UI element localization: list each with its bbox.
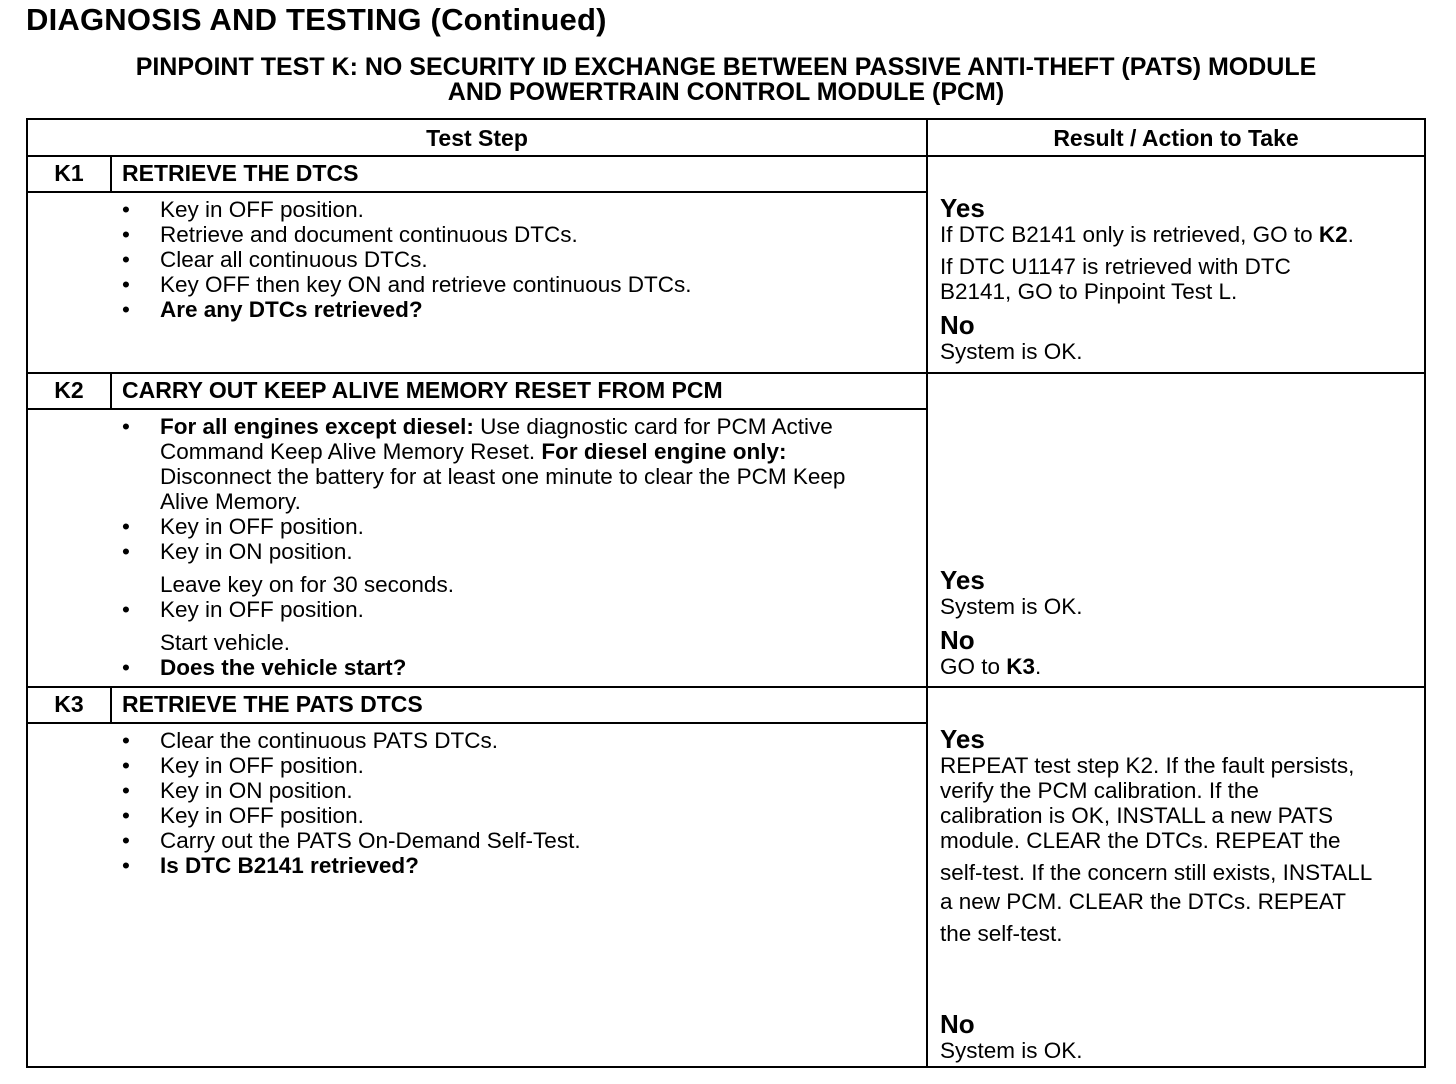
- column-divider: [926, 120, 928, 1066]
- k3-no-result: [940, 1010, 1420, 1063]
- k2-step-title: CARRY OUT KEEP ALIVE MEMORY RESET FROM PCM: [122, 377, 723, 403]
- k1-step: • Key in OFF position.: [122, 197, 364, 222]
- k1-id-divider: [110, 157, 112, 192]
- k2-step: • Key in ON position.: [122, 539, 353, 564]
- k2-title-divider: [28, 408, 926, 410]
- k1-yes-action-1: If DTC B2141 only is retrieved, GO to K2.: [940, 222, 1354, 247]
- k3-yes-action-line: calibration is OK, INSTALL a new PATS: [940, 803, 1334, 828]
- page-title: DIAGNOSIS AND TESTING (Continued): [26, 2, 607, 37]
- header-result-action: Result / Action to Take: [1053, 125, 1299, 151]
- k1-result: [940, 194, 1420, 364]
- k2-step: • For all engines except diesel: Use diagnostic card for PCM Active Command Keep Alive Memory Reset. For diesel engine only: Disconnect the battery for at least one minute to clear the PCM Keep Alive Memory.: [122, 414, 846, 514]
- pinpoint-test-title: [26, 55, 1426, 105]
- k3-step-question: • Is DTC B2141 retrieved?: [122, 853, 419, 878]
- k1-no-label: No: [940, 310, 975, 340]
- k2-step: • Key in OFF position.: [122, 514, 364, 539]
- k2-step-question: • Does the vehicle start?: [122, 655, 407, 680]
- k1-step-id: K1: [54, 160, 84, 186]
- k2-bottom-divider: [28, 686, 1424, 688]
- k3-step: • Key in OFF position.: [122, 803, 364, 828]
- k2-id-divider: [110, 374, 112, 409]
- k3-step: • Carry out the PATS On-Demand Self-Test.: [122, 828, 581, 853]
- test-title-line-2: AND POWERTRAIN CONTROL MODULE (PCM): [447, 78, 1005, 106]
- test-title-line-1: PINPOINT TEST K: NO SECURITY ID EXCHANGE BETWEEN PASSIVE ANTI-THEFT (PATS) MODULE: [135, 53, 1317, 81]
- k2-result: [940, 566, 1420, 679]
- k1-no-action: System is OK.: [940, 339, 1083, 364]
- k2-yes-action: System is OK.: [940, 594, 1083, 619]
- k3-yes-action-line: self-test. If the concern still exists, INSTALL: [940, 860, 1373, 885]
- k3-step: • Key in ON position.: [122, 778, 353, 803]
- k3-no-action: System is OK.: [940, 1038, 1083, 1063]
- k2-step-list: [122, 414, 902, 680]
- k2-step-id: K2: [54, 377, 84, 403]
- pinpoint-test-table: [26, 118, 1426, 1068]
- k1-step: • Clear all continuous DTCs.: [122, 247, 428, 272]
- k3-yes-label: Yes: [940, 724, 985, 754]
- k3-step-list: [122, 728, 902, 878]
- k1-step: • Key OFF then key ON and retrieve continuous DTCs.: [122, 272, 692, 297]
- k1-step-list: [122, 197, 902, 322]
- k3-step-id: K3: [54, 691, 84, 717]
- k1-yes-label: Yes: [940, 193, 985, 223]
- k3-id-divider: [110, 688, 112, 723]
- k3-step-title: RETRIEVE THE PATS DTCS: [122, 691, 423, 717]
- k1-yes-action-3: B2141, GO to Pinpoint Test L.: [940, 279, 1238, 304]
- k1-step: • Retrieve and document continuous DTCs.: [122, 222, 578, 247]
- k2-yes-label: Yes: [940, 565, 985, 595]
- k3-result: [940, 725, 1420, 946]
- k2-step-note: Start vehicle.: [160, 630, 291, 655]
- k3-yes-action-line: the self-test.: [940, 921, 1063, 946]
- k3-step: • Clear the continuous PATS DTCs.: [122, 728, 499, 753]
- k3-yes-action-line: a new PCM. CLEAR the DTCs. REPEAT: [940, 889, 1346, 914]
- k1-yes-action-2: If DTC U1147 is retrieved with DTC: [940, 254, 1291, 279]
- k3-title-divider: [28, 722, 926, 724]
- k3-no-label: No: [940, 1009, 975, 1039]
- k2-step-note: Leave key on for 30 seconds.: [160, 572, 454, 597]
- k3-step: • Key in OFF position.: [122, 753, 364, 778]
- k2-step: • Key in OFF position.: [122, 597, 364, 622]
- k3-yes-action-line: verify the PCM calibration. If the: [940, 778, 1259, 803]
- k1-bottom-divider: [28, 372, 1424, 374]
- k2-no-label: No: [940, 625, 975, 655]
- k1-step-title: RETRIEVE THE DTCS: [122, 160, 359, 186]
- header-test-step: Test Step: [426, 125, 528, 151]
- k1-step-question: • Are any DTCs retrieved?: [122, 297, 423, 322]
- k3-yes-action-line: REPEAT test step K2. If the fault persists,: [940, 753, 1355, 778]
- k1-title-divider: [28, 191, 926, 193]
- k2-no-action: GO to K3.: [940, 654, 1042, 679]
- k3-yes-action-line: module. CLEAR the DTCs. REPEAT the: [940, 828, 1341, 853]
